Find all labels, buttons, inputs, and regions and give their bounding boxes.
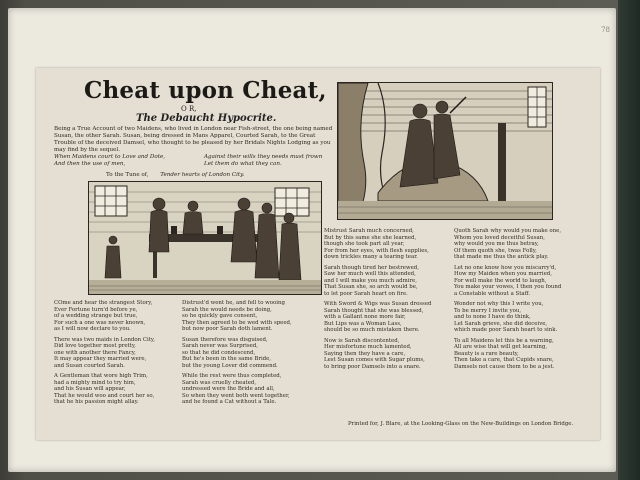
verse-line: that made me thus the antick play. <box>454 254 549 260</box>
bedroom-woodcut <box>337 82 553 220</box>
verse-stanza <box>454 301 594 334</box>
page-number: 78 <box>601 26 610 34</box>
verse-line: But he's been in the same Bride, <box>182 356 272 362</box>
couplet-left-2: And then the use of men, <box>54 161 126 167</box>
verse-line: and his Susan will appear, <box>54 386 126 392</box>
tavern-woodcut-icon <box>89 182 321 294</box>
verse-line: They then agreed to be wed with speed, <box>182 319 292 326</box>
verse-line: Did love together most pretty, <box>54 343 136 349</box>
verse-line: had a mighty mind to try him, <box>54 379 136 386</box>
couplet-left-1: When Maidens court to Love and Dote, <box>54 154 166 160</box>
verse-line: which made poor Sarah heart to sink. <box>454 327 558 333</box>
verse-line: to bring poor Damsels into a snare. <box>324 363 421 370</box>
verse-line: so he quickly gave consent, <box>182 313 258 319</box>
verse-line: as I will now declare to you. <box>54 326 131 332</box>
verse-line: but the young Lover did commend. <box>182 362 278 369</box>
tune-label: To the Tune of, <box>106 172 149 178</box>
verse-line: with a Gallant none more fair, <box>324 314 406 320</box>
verse-line: Damsels not cause them to be a jest. <box>454 363 555 370</box>
verse-column-1 <box>54 300 196 410</box>
verse-line: Sarah was cruelly cheated, <box>182 379 257 386</box>
verse-line: that he his passion might allay. <box>54 399 139 405</box>
verse-stanza <box>182 300 322 333</box>
verse-line: down trickles many a tearing tear. <box>324 254 418 260</box>
broadside-sheet <box>36 68 600 440</box>
verse-line: Mistrust Sarah much concerned, <box>324 228 414 234</box>
verse-stanza <box>324 338 456 371</box>
verse-line: But by this same she she learned, <box>324 234 417 241</box>
verse-stanza <box>324 228 456 261</box>
verse-line: but now poor Sarah doth lament. <box>182 326 273 332</box>
verse-line: With Sword & Wigs was Susan dressed <box>324 301 432 307</box>
verse-line: Distrust'd went he, and fell to wooing <box>182 300 285 306</box>
title-or: O R, <box>181 105 197 113</box>
verse-line: COme and hear the strangest Story, <box>54 300 153 306</box>
verse-line: Beauty is a rare beauty, <box>454 350 519 357</box>
verse-line: why would you me thus betray, <box>454 241 539 247</box>
verse-line: and he found a Cat without a Tale. <box>182 399 277 405</box>
verse-line: To be merry I invite you, <box>454 307 522 314</box>
verse-line: of a wedding strange but true, <box>54 313 138 319</box>
verse-line: Ever Fortune turn'd before ye, <box>54 306 138 313</box>
verse-line: To all Maidens let this be a warning, <box>454 337 554 344</box>
tune-name: Tender hearts of London City. <box>160 172 245 178</box>
verse-line: For such a one was never known, <box>54 319 146 326</box>
verse-line: Let Sarah grieve, she did deceive, <box>454 320 548 327</box>
verse-line: Sarah never was Surprised, <box>182 343 258 349</box>
verse-column-3 <box>324 228 456 374</box>
verse-line: and Susan courted Sarah. <box>54 362 125 369</box>
verse-line: a Constable without a Staff. <box>454 290 530 297</box>
verse-line: For from her eyes, with flesh supplies, <box>324 247 429 254</box>
verse-line: How my Maiden when you married, <box>454 271 552 277</box>
verse-line: While the rest were thus completed, <box>182 373 282 379</box>
bedroom-woodcut-icon <box>338 83 552 219</box>
verse-line: A Gentleman that wore high Trim, <box>54 373 148 379</box>
verse-line: Saw her much well this attended, <box>324 271 416 277</box>
verse-line: So when they went both went together, <box>182 392 290 399</box>
verse-line: All are wise that will get learning, <box>454 344 548 350</box>
broadside-subtitle: The Debaucht Hypocrite. <box>136 113 277 124</box>
couplet-right-1: Against their wills they needs must frown <box>204 154 323 160</box>
verse-line: should be so much mistaken there. <box>324 327 420 333</box>
verse-line: one with another there Fancy, <box>54 349 136 356</box>
verse-stanza <box>182 337 322 370</box>
verse-stanza <box>324 301 456 334</box>
verse-line: Sarah the would needs be doing, <box>182 306 272 313</box>
verse-line: It may appear they married were, <box>54 356 147 362</box>
verse-line: Lest Susan comes with Sugar plums, <box>324 357 425 363</box>
album-page <box>8 8 616 472</box>
verse-line: Wonder not why this I write you, <box>454 301 544 307</box>
verse-line: Then take a care, that Cupids snare, <box>454 357 554 363</box>
verse-line: That Susan she, so arch would be, <box>324 284 418 290</box>
verse-stanza <box>324 265 456 298</box>
verse-stanza <box>454 338 594 371</box>
verse-line: Quoth Sarah why would you make one, <box>454 228 562 234</box>
verse-line: Her misfortune much lamented, <box>324 344 412 350</box>
book-spine <box>618 0 640 480</box>
broadside-description: Being a True Account of two Maidens, who lived in London near Fish-street, the one being named Susan, the other Sarah. Susan, being dressed in Mans Apparel, Courted Sarah, to the Great Trouble of the deceived Damsel, who thought to be pleased by her Bridals Nights Lodging as you may find by the sequel. <box>54 126 333 153</box>
verse-line: though she took part all year, <box>324 241 405 247</box>
tune-line <box>106 172 244 178</box>
verse-line: Now is Sarah discontented, <box>324 337 400 344</box>
verse-stanza <box>54 300 196 333</box>
couplet-right-2: Let them do what they can. <box>204 161 282 167</box>
verse-stanza <box>454 228 594 261</box>
verse-line: But Lips was a Woman Lass, <box>324 320 402 327</box>
tavern-woodcut <box>88 181 322 295</box>
verse-line: You make your vowes, I then you found <box>454 284 562 290</box>
verse-line: Sarah though tired her bestrewed, <box>324 264 419 271</box>
verse-line: Sarah thought that she was blessed, <box>324 307 424 314</box>
couplet-line-2 <box>54 161 334 167</box>
verse-stanza <box>182 373 322 406</box>
verse-stanza <box>54 337 196 370</box>
verse-stanza <box>54 373 196 406</box>
verse-column-2 <box>182 300 322 410</box>
verse-line: and I will make you much admire, <box>324 277 417 284</box>
verse-line: For well make the world to laugh, <box>454 277 547 284</box>
verse-line: undressed were the Bride and all, <box>182 386 275 392</box>
verse-stanza <box>454 265 594 298</box>
verse-line: Let no one know how you miscarry'd, <box>454 264 557 271</box>
verse-line: Saying then they have a care, <box>324 350 406 357</box>
verse-line: There was two maids in London City, <box>54 336 155 343</box>
verse-column-4 <box>454 228 594 374</box>
verse-line: Susan therefore was disguised, <box>182 336 268 343</box>
verse-line: and to none I have do think, <box>454 314 531 320</box>
couplet-line-1 <box>54 154 334 160</box>
printer-imprint: Printed for, J. Blare, at the Looking-Glass on the New-Buildings on London Bridge. <box>348 421 574 427</box>
verse-line: so that he did condescend, <box>182 349 256 356</box>
verse-line: Whom you loved deceitful Susan, <box>454 234 545 241</box>
verse-line: to let poor Sarah heart on fire. <box>324 290 408 297</box>
broadside-title: Cheat upon Cheat, <box>84 77 327 104</box>
verse-line: That he would woo and court her so, <box>54 392 155 399</box>
verse-line: Of them quoth she, twas Folly, <box>454 247 537 254</box>
